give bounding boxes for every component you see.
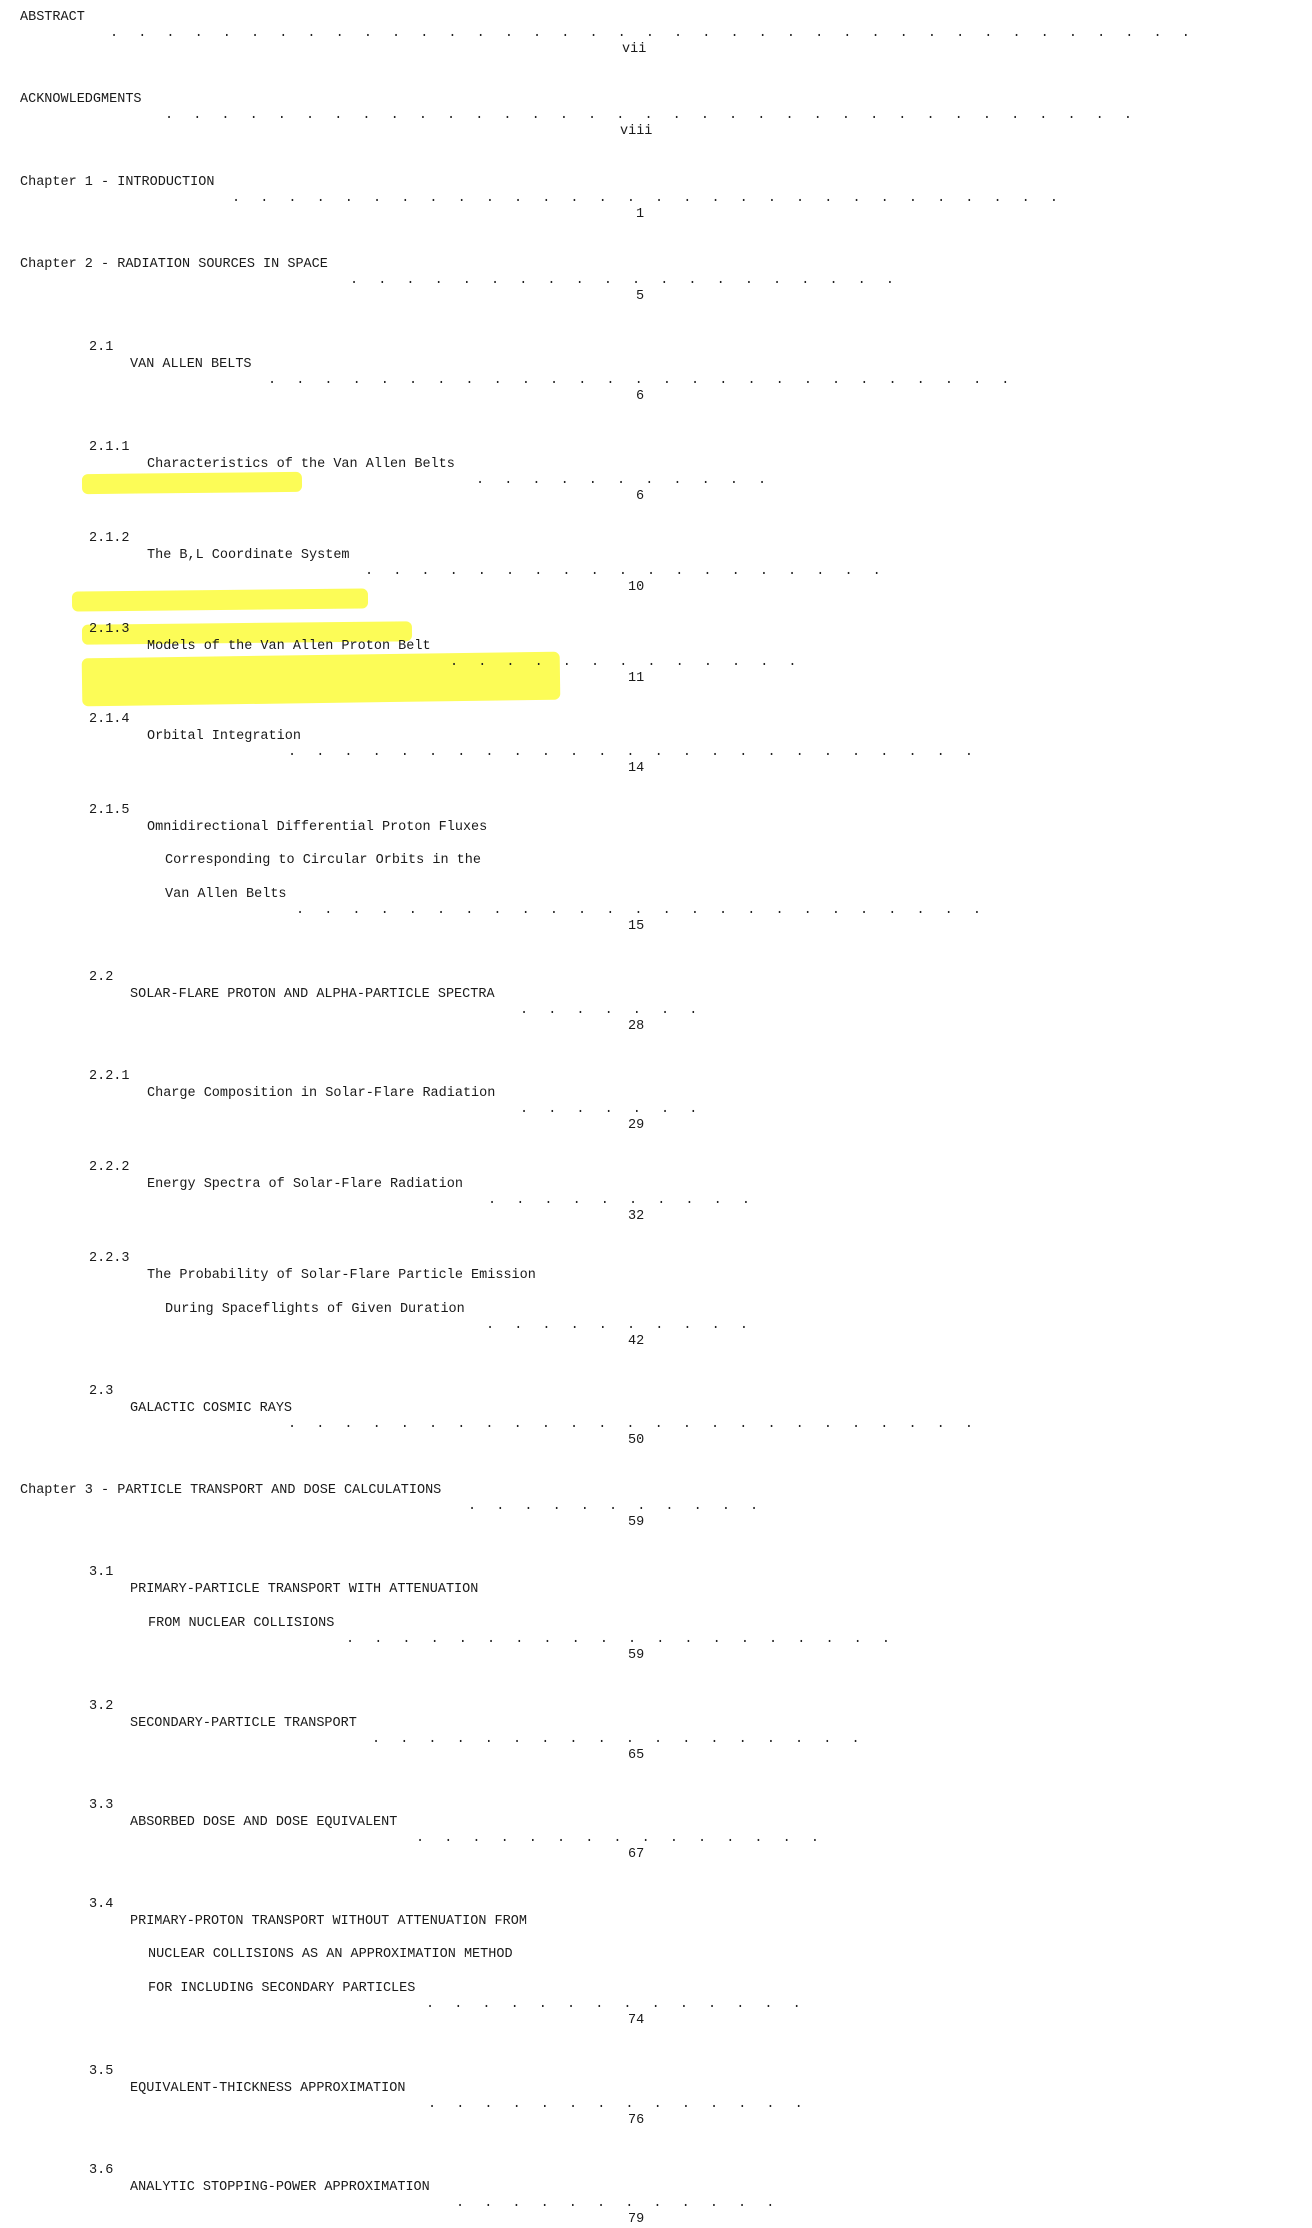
toc-3-6-page: 79 (628, 2212, 645, 2227)
toc-acknowledgments-page: viii (620, 124, 653, 139)
toc-3-3-num: 3.3 (89, 1798, 114, 1813)
toc-ch2-title[interactable]: Chapter 2 - RADIATION SOURCES IN SPACE (20, 257, 328, 272)
toc-ch2-page: 5 (636, 289, 645, 304)
toc-2-1-5-page: 15 (628, 919, 645, 934)
toc-2-2-2-title[interactable]: Energy Spectra of Solar-Flare Radiation (147, 1177, 463, 1192)
toc-2-1-2-dots: . . . . . . . . . . . . . . . . . . . (365, 564, 887, 579)
toc-3-2-dots: . . . . . . . . . . . . . . . . . . (372, 1732, 866, 1747)
toc-3-2-page: 65 (628, 1748, 645, 1763)
toc-2-2-dots: . . . . . . . (520, 1003, 704, 1018)
toc-2-1-title[interactable]: VAN ALLEN BELTS (130, 357, 252, 372)
toc-2-1-page: 6 (636, 389, 645, 404)
toc-acknowledgments-dots: . . . . . . . . . . . . . . . . . . . . . . . . . . . . . . . . . . . (165, 108, 1138, 123)
toc-2-1-3-dots: . . . . . . . . . . . . . (450, 655, 803, 670)
toc-abstract-page: vii (622, 42, 647, 57)
toc-2-1-2-title[interactable]: The B,L Coordinate System (147, 548, 350, 563)
toc-2-1-dots: . . . . . . . . . . . . . . . . . . . . . . . . . . . (268, 373, 1016, 388)
toc-3-5-num: 3.5 (89, 2064, 114, 2079)
toc-2-1-4-dots: . . . . . . . . . . . . . . . . . . . . . . . . . (288, 745, 979, 760)
toc-2-1-1-num: 2.1.1 (89, 440, 130, 455)
toc-2-2-2-page: 32 (628, 1209, 645, 1224)
toc-3-5-title[interactable]: EQUIVALENT-THICKNESS APPROXIMATION (130, 2081, 406, 2096)
toc-2-2-3-line2[interactable]: During Spaceflights of Given Duration (165, 1302, 465, 1317)
toc-ch1-title[interactable]: Chapter 1 - INTRODUCTION (20, 175, 215, 190)
toc-3-5-page: 76 (628, 2113, 645, 2128)
toc-2-2-1-title[interactable]: Charge Composition in Solar-Flare Radiation (147, 1086, 496, 1101)
toc-3-4-line2[interactable]: NUCLEAR COLLISIONS AS AN APPROXIMATION METHOD (148, 1947, 513, 1962)
toc-3-6-title[interactable]: ANALYTIC STOPPING-POWER APPROXIMATION (130, 2180, 430, 2195)
toc-3-1-dots: . . . . . . . . . . . . . . . . . . . . (346, 1632, 896, 1647)
toc-2-1-1-dots: . . . . . . . . . . . (476, 473, 773, 488)
toc-abstract-dots: . . . . . . . . . . . . . . . . . . . . . . . . . . . . . . . . . . . . . . . (110, 26, 1196, 41)
toc-2-1-2-page: 10 (628, 580, 645, 595)
toc-2-3-title[interactable]: GALACTIC COSMIC RAYS (130, 1401, 293, 1416)
toc-3-6-num: 3.6 (89, 2163, 114, 2178)
toc-ch3-page: 59 (628, 1515, 645, 1530)
toc-3-1-page: 59 (628, 1648, 645, 1663)
highlight-3-2 (72, 588, 368, 611)
toc-3-3-title[interactable]: ABSORBED DOSE AND DOSE EQUIVALENT (130, 1815, 398, 1830)
toc-3-4-dots: . . . . . . . . . . . . . . (426, 1997, 807, 2012)
toc-2-1-5-num: 2.1.5 (89, 803, 130, 818)
toc-2-2-3-num: 2.2.3 (89, 1251, 130, 1266)
toc-2-2-3-dots: . . . . . . . . . . (486, 1318, 754, 1333)
toc-2-1-5-line2[interactable]: Corresponding to Circular Orbits in the (165, 853, 481, 868)
toc-2-3-page: 50 (628, 1433, 645, 1448)
toc-2-1-1-page: 6 (636, 489, 645, 504)
toc-2-1-4-page: 14 (628, 761, 645, 776)
toc-3-2-title[interactable]: SECONDARY-PARTICLE TRANSPORT (130, 1716, 357, 1731)
toc-3-3-dots: . . . . . . . . . . . . . . . (416, 1831, 825, 1846)
toc-2-1-1-title[interactable]: Characteristics of the Van Allen Belts (147, 457, 455, 472)
toc-ch1-page: 1 (636, 207, 645, 222)
toc-2-2-num: 2.2 (89, 970, 114, 985)
toc-3-4-line1[interactable]: PRIMARY-PROTON TRANSPORT WITHOUT ATTENUATION FROM (130, 1914, 527, 1929)
toc-3-2-num: 3.2 (89, 1699, 114, 1714)
toc-2-2-page: 28 (628, 1019, 645, 1034)
toc-2-2-2-dots: . . . . . . . . . . (488, 1193, 756, 1208)
toc-3-5-dots: . . . . . . . . . . . . . . (428, 2097, 809, 2112)
toc-3-4-num: 3.4 (89, 1897, 114, 1912)
toc-ch2-dots: . . . . . . . . . . . . . . . . . . . . (350, 273, 900, 288)
toc-2-2-1-dots: . . . . . . . (520, 1102, 704, 1117)
toc-ch3-title[interactable]: Chapter 3 - PARTICLE TRANSPORT AND DOSE CALCULATIONS (20, 1483, 442, 1498)
toc-acknowledgments-title[interactable]: ACKNOWLEDGMENTS (20, 92, 142, 107)
toc-3-1-num: 3.1 (89, 1565, 114, 1580)
toc-2-2-1-num: 2.2.1 (89, 1069, 130, 1084)
toc-2-3-dots: . . . . . . . . . . . . . . . . . . . . . . . . . (288, 1417, 979, 1432)
toc-2-3-num: 2.3 (89, 1384, 114, 1399)
toc-3-4-page: 74 (628, 2013, 645, 2028)
toc-2-1-4-title[interactable]: Orbital Integration (147, 729, 301, 744)
toc-3-1-line1[interactable]: PRIMARY-PARTICLE TRANSPORT WITH ATTENUATION (130, 1582, 479, 1597)
toc-2-2-3-page: 42 (628, 1334, 645, 1349)
toc-2-2-3-line1[interactable]: The Probability of Solar-Flare Particle Emission (147, 1268, 536, 1283)
toc-3-3-page: 67 (628, 1847, 645, 1862)
toc-2-1-num: 2.1 (89, 340, 114, 355)
toc-2-1-3-title[interactable]: Models of the Van Allen Proton Belt (147, 639, 431, 654)
highlight-2-3 (82, 472, 302, 494)
toc-2-1-5-line1[interactable]: Omnidirectional Differential Proton Fluxes (147, 820, 488, 835)
toc-2-2-2-num: 2.2.2 (89, 1160, 130, 1175)
toc-2-1-3-num: 2.1.3 (89, 622, 130, 637)
toc-ch3-dots: . . . . . . . . . . . (468, 1499, 765, 1514)
toc-2-1-5-line3[interactable]: Van Allen Belts (165, 887, 287, 902)
toc-3-6-dots: . . . . . . . . . . . . (456, 2196, 781, 2211)
toc-2-1-4-num: 2.1.4 (89, 712, 130, 727)
toc-2-2-title[interactable]: SOLAR-FLARE PROTON AND ALPHA-PARTICLE SPECTRA (130, 987, 495, 1002)
toc-3-1-line2[interactable]: FROM NUCLEAR COLLISIONS (148, 1616, 335, 1631)
toc-ch1-dots: . . . . . . . . . . . . . . . . . . . . . . . . . . . . . . (232, 191, 1064, 206)
toc-2-2-1-page: 29 (628, 1118, 645, 1133)
toc-abstract-title[interactable]: ABSTRACT (20, 10, 85, 25)
toc-2-1-3-page: 11 (628, 671, 645, 686)
toc-2-1-2-num: 2.1.2 (89, 531, 130, 546)
toc-3-4-line3[interactable]: FOR INCLUDING SECONDARY PARTICLES (148, 1981, 416, 1996)
toc-2-1-5-dots: . . . . . . . . . . . . . . . . . . . . . . . . . (296, 903, 987, 918)
